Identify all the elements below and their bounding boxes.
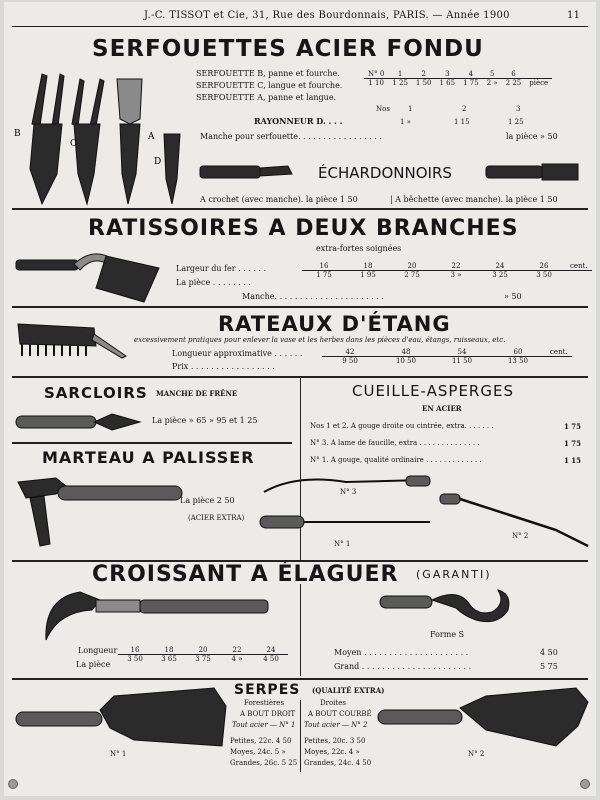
- column-divider: [300, 584, 301, 676]
- punch-hole: [580, 779, 590, 789]
- table-cell: 3 50: [536, 271, 552, 279]
- rayonneur-price: 1 »: [400, 118, 411, 126]
- sarcloirs-subtitle: MANCHE DE FRÊNE: [156, 389, 238, 398]
- serpes-col2-title: Droites: [320, 699, 346, 707]
- rayonneur-price: 1 25: [508, 118, 524, 126]
- ratissoire-figure: [14, 246, 164, 304]
- table-cell: 1 10: [368, 79, 384, 87]
- section-rule: [12, 442, 292, 444]
- rayonneur-price: 1 15: [454, 118, 470, 126]
- serfouette-c-line: SERFOUETTE C, langue et fourche.: [196, 81, 343, 90]
- croissant-grand-label: Grand . . . . . . . . . . . . . . . . . . . . . .: [334, 662, 472, 671]
- cueille-fig-label-1: N° 1: [334, 540, 351, 548]
- serpes-col1-line: Tout acier — N° 1: [232, 721, 296, 729]
- table-cell: 6: [511, 70, 516, 78]
- serpes-row: Petites, 20c. 3 50: [304, 737, 366, 745]
- echardonnoir-crochet-figure: [196, 160, 296, 184]
- rayonneur-no: 2: [462, 105, 467, 113]
- table-cell: 24: [495, 262, 505, 270]
- fig-letter-a: A: [148, 132, 155, 142]
- rayonneur-nos-label: Nos: [376, 105, 390, 113]
- ratissoires-price-table: [302, 262, 592, 279]
- table-cell: 4 »: [231, 655, 243, 663]
- table-cell: 1 65: [439, 79, 456, 87]
- catalog-page: [4, 2, 596, 796]
- serpes-col2-line: Tout acier — N° 2: [304, 721, 368, 729]
- serfouettes-price-table: [364, 70, 552, 87]
- unit-label: cent.: [550, 348, 568, 356]
- table-cell: 1 95: [360, 271, 376, 279]
- page-number: 11: [567, 10, 581, 21]
- marteau-title: MARTEAU A PALISSER: [42, 448, 255, 467]
- cueille-title: CUEILLE-ASPERGES: [352, 382, 514, 400]
- croissant-moyen-label: Moyen . . . . . . . . . . . . . . . . . . . . .: [334, 648, 469, 657]
- rateaux-row1-label: Longueur approximative . . . . . .: [172, 349, 303, 358]
- marteau-figure: [16, 472, 186, 552]
- table-cell: 20: [407, 262, 417, 270]
- serpes-row: Grandes, 26c. 5 25: [230, 759, 298, 767]
- sarcloirs-title: SARCLOIRS: [44, 384, 148, 402]
- table-cell: 22: [232, 646, 242, 654]
- echardonnoir-bechette-figure: [484, 160, 584, 184]
- serpes-title: SERPES: [234, 682, 301, 698]
- serfouettes-lines: [196, 68, 342, 104]
- cueille-item-1: Nos 1 et 2. A gouge droite ou cintrée, extra. . . . . . .: [310, 422, 494, 430]
- cueille-item-2: N° 3. A lame de faucille, extra . . . . . . . . . . . . . .: [310, 439, 480, 447]
- cueille-item-3: N° 1. A gouge, qualité ordinaire . . . . . . . . . . . . .: [310, 456, 482, 464]
- echardonnoir-crochet-text: A crochet (avec manche). la pièce 1 50: [200, 195, 358, 204]
- table-cell: N° 0: [368, 70, 385, 78]
- serpes-col2-rows: [304, 736, 371, 769]
- serpe-droite-figure: [376, 686, 590, 756]
- serfouettes-illustration: [12, 64, 192, 214]
- ratissoires-title: RATISSOIRES A DEUX BRANCHES: [88, 216, 519, 241]
- serpes-quality: (QUALITÉ EXTRA): [312, 686, 385, 695]
- forme-s-label: Forme S: [430, 630, 465, 639]
- serpes-row: Moyes, 22c. 4 »: [304, 748, 360, 756]
- serpe-fig-label-2: N° 2: [468, 750, 485, 758]
- cueille-price-2: 1 75: [564, 439, 582, 448]
- table-cell: 1: [397, 70, 403, 78]
- ratissoires-prices-row: [302, 271, 592, 280]
- table-cell: 2 25: [505, 79, 522, 87]
- table-cell: 48: [401, 348, 411, 356]
- serpes-col1-sub: A BOUT DROIT: [240, 710, 296, 718]
- fig-letter-d: D: [154, 157, 162, 167]
- serpe-fig-label-1: N° 1: [110, 750, 127, 758]
- marteau-price: La pièce 2 50: [180, 496, 235, 505]
- serfouettes-title: SERFOUETTES ACIER FONDU: [92, 36, 484, 62]
- rateaux-prices-row: [322, 357, 572, 366]
- marteau-note: (ACIER EXTRA): [188, 514, 245, 522]
- cueille-figures: [256, 472, 596, 556]
- table-cell: 2 75: [404, 271, 420, 279]
- echardonnoirs-title: ÉCHARDONNOIRS: [318, 164, 452, 182]
- croissant-row1-label: Longueur: [78, 646, 118, 655]
- croissant-lengths-row: [118, 646, 288, 655]
- serpe-forestiere-figure: [14, 686, 228, 756]
- punch-hole: [8, 779, 18, 789]
- table-cell: 18: [164, 646, 174, 654]
- serpes-row: Petites, 22c. 4 50: [230, 737, 292, 745]
- croissant-prices-row: [118, 655, 288, 664]
- cueille-price-1: 1 75: [564, 422, 582, 431]
- croissant-grand-price: 5 75: [540, 662, 558, 671]
- croissant-row2-label: La pièce: [76, 660, 111, 669]
- table-cell: 2: [421, 70, 426, 78]
- serpes-col2-sub: A BOUT COURBÉ: [308, 710, 372, 718]
- table-cell: 3: [445, 70, 450, 78]
- rateaux-row2-label: Prix . . . . . . . . . . . . . . . . .: [172, 362, 275, 371]
- table-cell: 11 50: [451, 357, 473, 365]
- manche-serfouette-price: la pièce » 50: [506, 132, 558, 141]
- manche-serfouette-label: Manche pour serfouette. . . . . . . . . . . . . . . . .: [200, 132, 382, 141]
- table-cell: 18: [363, 262, 373, 270]
- serpes-divider: [300, 700, 301, 772]
- table-cell: 20: [198, 646, 208, 654]
- table-cell: 54: [457, 348, 467, 356]
- cueille-subtitle: EN ACIER: [422, 404, 462, 413]
- sarcloirs-price: La pièce » 65 » 95 et 1 25: [152, 416, 258, 425]
- table-cell: 3 65: [161, 655, 177, 663]
- serpes-row: Grandes, 24c. 4 50: [304, 759, 372, 767]
- serfouettes-prices-row: [364, 79, 552, 88]
- table-cell: 5: [489, 70, 495, 78]
- unit-label: pièce: [529, 79, 549, 87]
- table-cell: 3 25: [492, 271, 508, 279]
- ratissoires-row2-label: La pièce . . . . . . . .: [176, 278, 251, 287]
- table-cell: 13 50: [507, 357, 529, 365]
- table-cell: 3 »: [450, 271, 462, 279]
- table-cell: 24: [266, 646, 276, 654]
- table-cell: 10 50: [395, 357, 417, 365]
- cueille-price-3: 1 15: [564, 456, 582, 465]
- cueille-fig-label-3: N° 3: [340, 488, 357, 496]
- cueille-fig-label-2: N° 2: [512, 532, 529, 540]
- forme-s-figure: [376, 586, 516, 626]
- ratissoires-manche-price: » 50: [504, 292, 522, 301]
- unit-label: cent.: [570, 262, 588, 270]
- serfouette-b-line: SERFOUETTE B, panne et fourche.: [196, 69, 340, 78]
- ratissoires-row1-label: Largeur du fer . . . . . .: [176, 264, 267, 273]
- table-cell: 26: [539, 262, 549, 270]
- table-cell: 42: [345, 348, 355, 356]
- ratissoires-manche-label: Manche. . . . . . . . . . . . . . . . . . . . . .: [242, 292, 384, 301]
- table-cell: 60: [513, 348, 523, 356]
- echardonnoir-bechette-text: | A bêchette (avec manche). la pièce 1 50: [390, 195, 558, 204]
- table-cell: 1 75: [463, 79, 479, 87]
- rateaux-price-table: [322, 348, 572, 365]
- rayonneur-label: RAYONNEUR D. . . .: [254, 116, 343, 126]
- table-cell: 1 75: [316, 271, 332, 279]
- croissant-figure: [40, 588, 270, 644]
- rayonneur-no: 3: [516, 105, 521, 113]
- table-cell: 16: [130, 646, 140, 654]
- croissant-garanti: (GARANTI): [416, 568, 492, 581]
- serfouette-a-line: SERFOUETTE A, panne et langue.: [196, 93, 337, 102]
- page-header: J.-C. TISSOT et Cie, 31, Rue des Bourdonnais, PARIS. — Année 1900: [144, 10, 510, 21]
- table-cell: 3 50: [127, 655, 143, 663]
- table-cell: 4: [468, 70, 474, 78]
- serpes-col1-rows: [230, 736, 297, 769]
- table-cell: 4 50: [263, 655, 279, 663]
- rateaux-lengths-row: [322, 348, 572, 357]
- fig-letter-c: C: [70, 139, 77, 149]
- table-cell: 16: [319, 262, 329, 270]
- rayonneur-no: 1: [408, 105, 413, 113]
- table-cell: 22: [451, 262, 461, 270]
- section-rule: [12, 678, 588, 680]
- section-rule: [12, 208, 588, 210]
- rateaux-title: RATEAUX D'ÉTANG: [218, 312, 451, 336]
- rateaux-description: excessivement pratiques pour enlever la vase et les herbes dans les pièces d'eau, étangs, ruisseaux, etc.: [134, 336, 506, 344]
- serpes-row: Moyes, 24c. 5 »: [230, 748, 286, 756]
- table-cell: 3 75: [195, 655, 211, 663]
- table-cell: 2 »: [486, 79, 498, 87]
- sarcloir-figure: [14, 408, 144, 436]
- croissant-title: CROISSANT A ÉLAGUER: [92, 562, 399, 587]
- fig-letter-b: B: [14, 129, 21, 139]
- table-cell: 1 25: [392, 79, 408, 87]
- croissant-moyen-price: 4 50: [540, 648, 558, 657]
- ratissoires-subtitle: extra-fortes soignées: [316, 244, 402, 253]
- table-cell: 1 50: [415, 79, 432, 87]
- header-rule: [12, 26, 588, 27]
- serfouettes-numbers-row: [364, 70, 552, 79]
- table-cell: 9 50: [342, 357, 358, 365]
- serpes-col1-title: Forestières: [244, 699, 285, 707]
- rateau-figure: [14, 316, 130, 362]
- section-rule: [12, 306, 588, 308]
- ratissoires-widths-row: [302, 262, 592, 271]
- croissant-price-table: [118, 646, 288, 663]
